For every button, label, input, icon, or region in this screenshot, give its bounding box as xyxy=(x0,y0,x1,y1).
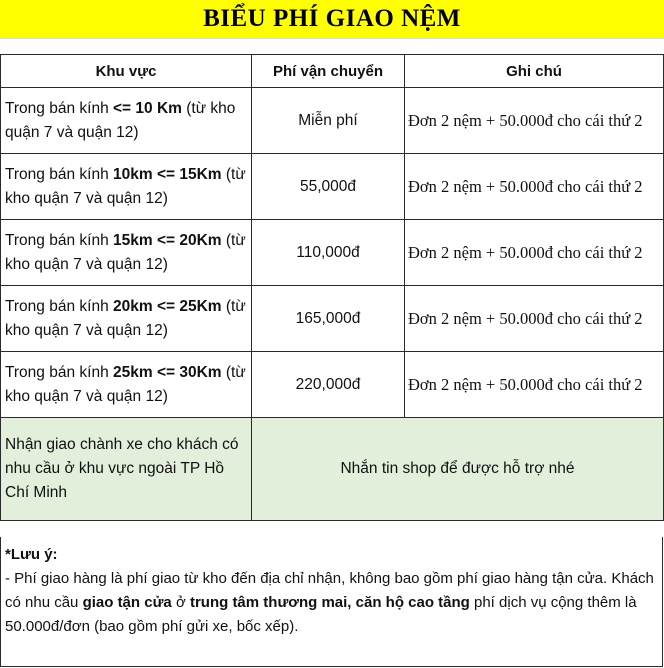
area-text: (từ kho quận 7 và quận 12) xyxy=(5,231,246,273)
footnote-text: - Phí giao hàng là phí giao từ kho đến địa chỉ nhận, không bao gồm phí giao hàng tận cửa. Khách có nhu cầu xyxy=(5,570,654,611)
footnote-bold: trung tâm thương mai, căn hộ cao tầng xyxy=(189,594,470,611)
area-range: 20km <= 25Km xyxy=(113,297,222,315)
footnote-text: phí dịch vụ cộng thêm là 50.000đ/đơn (bao gồm phí gửi xe, bốc xếp). xyxy=(5,594,637,635)
area-text: (từ kho quận 7 và quận 12) xyxy=(5,165,246,207)
fee-cell: 110,000đ xyxy=(252,220,405,286)
area-text: Trong bán kính xyxy=(5,363,113,381)
note-cell: Đơn 2 nệm + 50.000đ cho cái thứ 2 xyxy=(405,352,664,418)
header-area: Khu vực xyxy=(1,55,252,88)
area-text: Trong bán kính xyxy=(5,297,113,315)
fee-cell: 220,000đ xyxy=(252,352,405,418)
area-range: 10km <= 15Km xyxy=(113,165,222,183)
table-row xyxy=(1,286,664,352)
table-header-row xyxy=(1,55,664,88)
area-range: 25km <= 30Km xyxy=(113,363,222,381)
area-cell xyxy=(1,286,252,352)
footnote-body xyxy=(5,567,658,639)
fee-table xyxy=(0,54,664,521)
area-text: Trong bán kính xyxy=(5,99,113,117)
table-row xyxy=(1,220,664,286)
footnote-heading xyxy=(5,543,658,567)
area-text: (từ kho quận 7 và quận 12) xyxy=(5,99,236,141)
contact-shop-message: Nhắn tin shop để được hỗ trợ nhé xyxy=(252,418,664,521)
area-text: (từ kho quận 7 và quận 12) xyxy=(5,297,246,339)
table-row xyxy=(1,154,664,220)
footnote-heading-text: *Lưu ý: xyxy=(5,546,58,563)
fee-cell: 55,000đ xyxy=(252,154,405,220)
outside-area-cell: Nhận giao chành xe cho khách có nhu cầu ở khu vực ngoài TP Hồ Chí Minh xyxy=(1,418,252,521)
area-text: Trong bán kính xyxy=(5,231,113,249)
area-cell xyxy=(1,220,252,286)
header-note: Ghi chú xyxy=(405,55,664,88)
note-cell: Đơn 2 nệm + 50.000đ cho cái thứ 2 xyxy=(405,154,664,220)
area-cell xyxy=(1,352,252,418)
header-fee: Phí vận chuyển xyxy=(252,55,405,88)
area-cell xyxy=(1,154,252,220)
table-row xyxy=(1,352,664,418)
footnote xyxy=(0,537,663,667)
note-cell: Đơn 2 nệm + 50.000đ cho cái thứ 2 xyxy=(405,220,664,286)
area-range: 15km <= 20Km xyxy=(113,231,222,249)
note-cell: Đơn 2 nệm + 50.000đ cho cái thứ 2 xyxy=(405,286,664,352)
area-range: <= 10 Km xyxy=(113,99,182,117)
page-title: BIỂU PHÍ GIAO NỆM xyxy=(0,0,664,39)
footnote-bold: giao tận cửa xyxy=(82,594,172,611)
fee-cell: 165,000đ xyxy=(252,286,405,352)
table-row xyxy=(1,88,664,154)
area-text: (từ kho quận 7 và quận 12) xyxy=(5,363,246,405)
footnote-text: ở xyxy=(171,594,190,611)
outside-city-row xyxy=(1,418,664,521)
note-cell: Đơn 2 nệm + 50.000đ cho cái thứ 2 xyxy=(405,88,664,154)
area-text: Trong bán kính xyxy=(5,165,113,183)
fee-cell: Miễn phí xyxy=(252,88,405,154)
area-cell xyxy=(1,88,252,154)
